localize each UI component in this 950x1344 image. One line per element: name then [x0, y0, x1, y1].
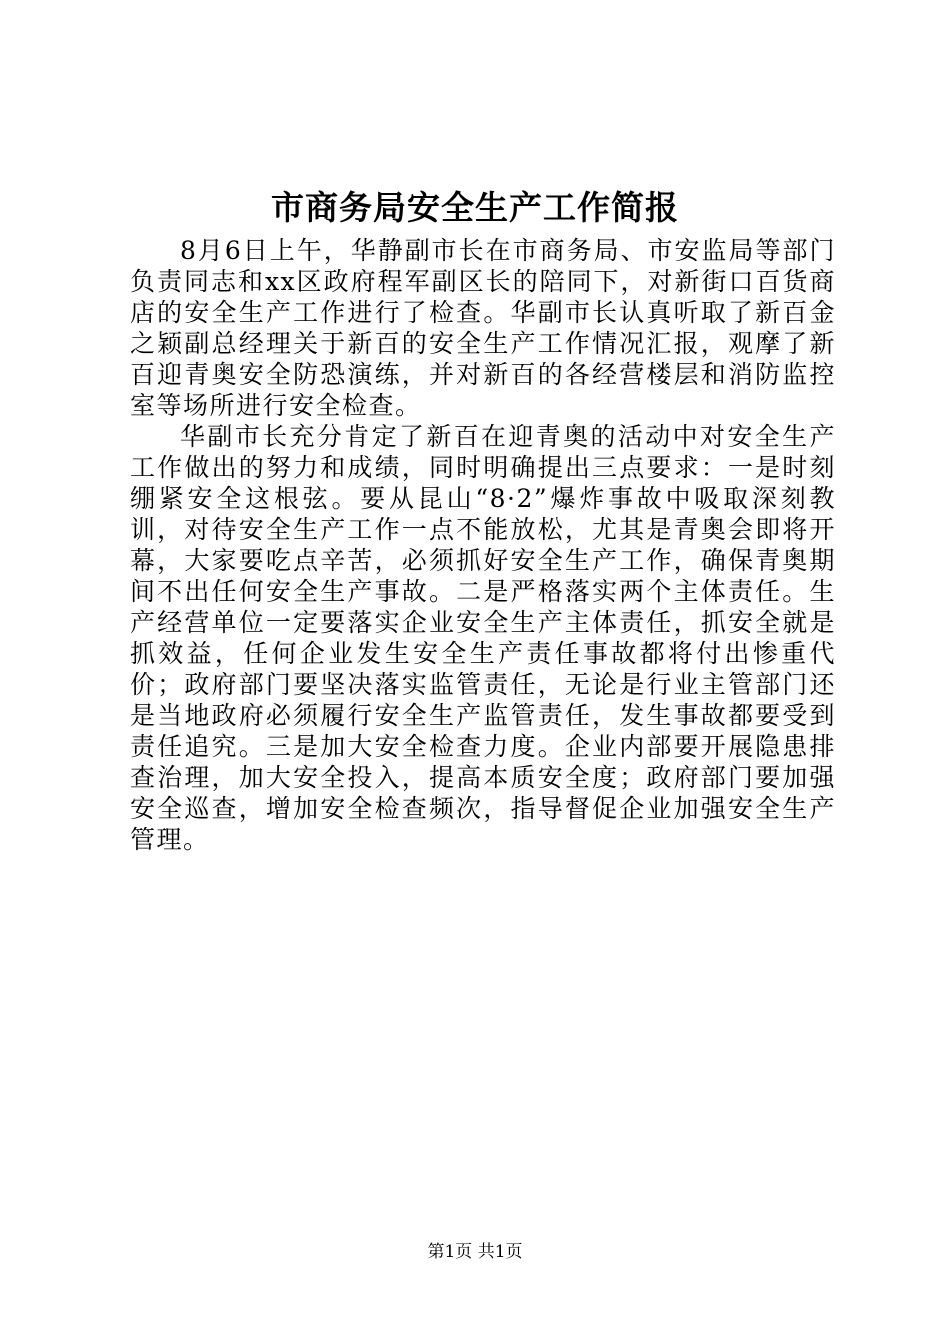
page-footer: 第1页 共1页 [427, 1242, 523, 1262]
document-title: 市商务局安全生产工作简报 [271, 188, 679, 227]
paragraph-1: 8月6日上午，华静副市长在市商务局、市安监局等部门负责同志和xx区政府程军副区长的陪同下，对新街口百货商店的安全生产工作进行了检查。华副市长认真听取了新百金之颖副总经理关于新百的安全生产工作情况汇报，观摩了新百迎青奥安全防恐演练，并对新百的各经营楼层和消防监控室等场所进行安全检查。 [130, 236, 836, 420]
paragraph-2: 华副市长充分肯定了新百在迎青奥的活动中对安全生产工作做出的努力和成绩，同时明确提出三点要求：一是时刻绷紧安全这根弦。要从昆山“8·2”爆炸事故中吸取深刻教训，对待安全生产工作一点不能放松，尤其是青奥会即将开幕，大家要吃点辛苦，必须抓好安全生产工作，确保青奥期间不出任何安全生产事故。二是严格落实两个主体责任。生产经营单位一定要落实企业安全生产主体责任，抓安全就是抓效益，任何企业发生安全生产责任事故都将付出惨重代价；政府部门要坚决落实监管责任，无论是行业主管部门还是当地政府必须履行安全生产监管责任，发生事故都要受到责任追究。三是加大安全检查力度。企业内部要开展隐患排查治理，加大安全投入，提高本质安全度；政府部门要加强安全巡查，增加安全检查频次，指导督促企业加强安全生产管理。 [130, 422, 836, 854]
document-body [130, 235, 836, 855]
